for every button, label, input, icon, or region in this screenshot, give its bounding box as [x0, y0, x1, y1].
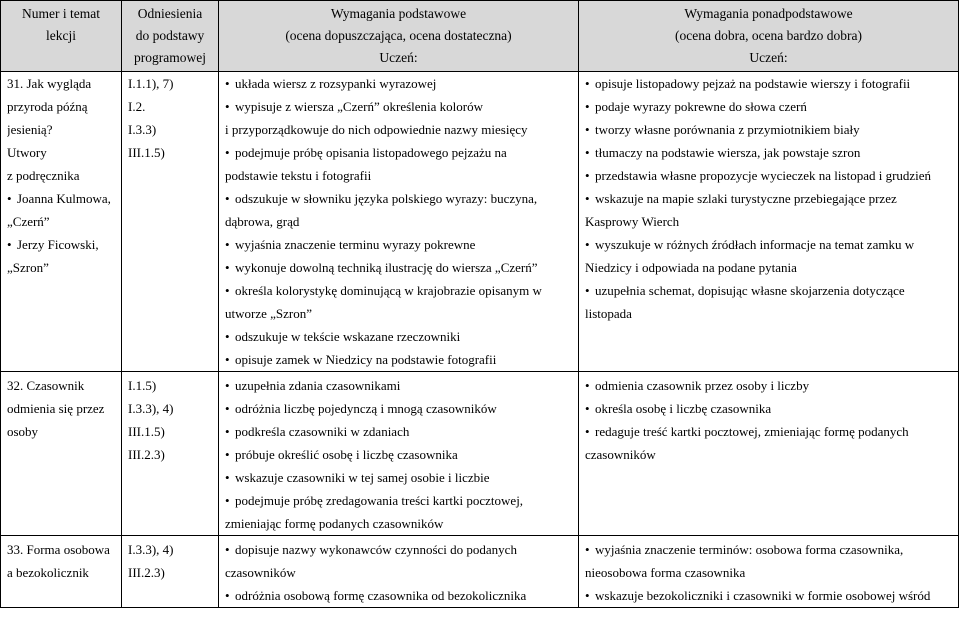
curriculum-ref: I.3.3): [128, 122, 157, 137]
bullet-item: • wyjaśnia znaczenie terminu wyrazy pokrewne: [225, 233, 572, 256]
bullet-item: • przedstawia własne propozycje wycieczek na listopad i grudzień: [585, 164, 952, 187]
text-line: 31. Jak wygląda: [7, 76, 92, 91]
bullet-item: • uzupełnia zdania czasownikami: [225, 374, 572, 397]
bullet-item: • dopisuje nazwy wykonawców czynności do podanych: [225, 538, 572, 561]
text-line: Utwory: [7, 145, 47, 160]
curriculum-ref: I.1.5): [128, 378, 157, 393]
bullet-item: • określa kolorystykę dominującą w krajobrazie opisanym w: [225, 279, 572, 302]
lesson-topic-cell: [1, 72, 122, 372]
table-row: [1, 372, 959, 536]
text-line: osoby: [7, 424, 39, 439]
bullet-item: • Jerzy Ficowski,: [7, 233, 115, 256]
curriculum-ref-cell: [122, 72, 219, 372]
curriculum-ref: III.2.3): [128, 565, 165, 580]
table-row: [1, 72, 959, 372]
text-line: „Czerń”: [7, 214, 50, 229]
bullet-item: • wskazuje na mapie szlaki turystyczne przebiegające przez: [585, 187, 952, 210]
lesson-topic-cell: [1, 372, 122, 536]
text-line: 32. Czasownik: [7, 378, 85, 393]
bullet-item: • określa osobę i liczbę czasownika: [585, 397, 952, 420]
bullet-item: • wypisuje z wiersza „Czerń” określenia kolorów: [225, 95, 572, 118]
text-line: 33. Forma osobowa: [7, 542, 110, 557]
bullet-item: • odmienia czasownik przez osoby i liczby: [585, 374, 952, 397]
bullet-item: • tworzy własne porównania z przymiotnikiem biały: [585, 118, 952, 141]
bullet-item: • odszukuje w słowniku języka polskiego wyrazy: buczyna,: [225, 187, 572, 210]
curriculum-ref: I.3.3), 4): [128, 401, 174, 416]
bullet-item: • odszukuje w tekście wskazane rzeczowniki: [225, 325, 572, 348]
bullet-item: • uzupełnia schemat, dopisując własne skojarzenia dotyczące: [585, 279, 952, 302]
curriculum-ref-cell: [122, 372, 219, 536]
text-line: dąbrowa, grąd: [225, 214, 300, 229]
curriculum-ref: I.1.1), 7): [128, 76, 174, 91]
text-line: „Szron”: [7, 260, 49, 275]
basic-requirements-cell: [219, 72, 579, 372]
text-line: nieosobowa forma czasownika: [585, 565, 746, 580]
text-line: czasowników: [225, 565, 296, 580]
header-advanced-requirements: Wymagania ponadpodstawowe (ocena dobra, ocena bardzo dobra) Uczeń:: [579, 1, 959, 72]
text-line: czasowników: [585, 447, 656, 462]
bullet-item: • odróżnia liczbę pojedynczą i mnogą czasowników: [225, 397, 572, 420]
text-line: listopada: [585, 306, 632, 321]
header-curriculum-ref: Odniesienia do podstawy programowej: [122, 1, 219, 72]
bullet-item: • podejmuje próbę zredagowania treści kartki pocztowej,: [225, 489, 572, 512]
bullet-item: • redaguje treść kartki pocztowej, zmieniając formę podanych: [585, 420, 952, 443]
bullet-item: • podejmuje próbę opisania listopadowego pejzażu na: [225, 141, 572, 164]
text-line: podstawie tekstu i fotografii: [225, 168, 372, 183]
text-line: a bezokolicznik: [7, 565, 89, 580]
table-row: [1, 536, 959, 608]
bullet-item: • opisuje zamek w Niedzicy na podstawie fotografii: [225, 348, 572, 371]
text-line: i przyporządkowuje do nich odpowiednie nazwy miesięcy: [225, 122, 528, 137]
curriculum-ref-cell: [122, 536, 219, 608]
header-basic-requirements: Wymagania podstawowe (ocena dopuszczająca, ocena dostateczna) Uczeń:: [219, 1, 579, 72]
advanced-requirements-cell: [579, 72, 959, 372]
bullet-item: • tłumaczy na podstawie wiersza, jak powstaje szron: [585, 141, 952, 164]
text-line: przyroda późną: [7, 99, 88, 114]
curriculum-ref: I.3.3), 4): [128, 542, 174, 557]
header-lesson: Numer i temat lekcji: [1, 1, 122, 72]
bullet-item: • odróżnia osobową formę czasownika od bezokolicznika: [225, 584, 572, 607]
basic-requirements-cell: [219, 536, 579, 608]
bullet-item: • wskazuje bezokoliczniki i czasowniki w formie osobowej wśród: [585, 584, 952, 607]
bullet-item: • wyszukuje w różnych źródłach informacje na temat zamku w: [585, 233, 952, 256]
advanced-requirements-cell: [579, 372, 959, 536]
text-line: utworze „Szron”: [225, 306, 312, 321]
bullet-item: • podkreśla czasowniki w zdaniach: [225, 420, 572, 443]
lesson-topic-cell: [1, 536, 122, 608]
text-line: jesienią?: [7, 122, 53, 137]
bullet-item: • wyjaśnia znaczenie terminów: osobowa forma czasownika,: [585, 538, 952, 561]
curriculum-ref: III.2.3): [128, 447, 165, 462]
text-line: z podręcznika: [7, 168, 80, 183]
bullet-item: • podaje wyrazy pokrewne do słowa czerń: [585, 95, 952, 118]
bullet-item: • opisuje listopadowy pejzaż na podstawie wierszy i fotografii: [585, 72, 952, 95]
bullet-item: • układa wiersz z rozsypanki wyrazowej: [225, 72, 572, 95]
table-header-row: [1, 1, 959, 72]
text-line: Kasprowy Wierch: [585, 214, 680, 229]
bullet-item: • Joanna Kulmowa,: [7, 187, 115, 210]
text-line: Niedzicy i odpowiada na podane pytania: [585, 260, 797, 275]
bullet-item: • wykonuje dowolną techniką ilustrację do wiersza „Czerń”: [225, 256, 572, 279]
basic-requirements-cell: [219, 372, 579, 536]
curriculum-ref: I.2.: [128, 99, 146, 114]
text-line: odmienia się przez: [7, 401, 105, 416]
advanced-requirements-cell: [579, 536, 959, 608]
text-line: zmieniając formę podanych czasowników: [225, 516, 444, 531]
curriculum-ref: III.1.5): [128, 424, 165, 439]
curriculum-ref: III.1.5): [128, 145, 165, 160]
bullet-item: • wskazuje czasowniki w tej samej osobie i liczbie: [225, 466, 572, 489]
bullet-item: • próbuje określić osobę i liczbę czasownika: [225, 443, 572, 466]
